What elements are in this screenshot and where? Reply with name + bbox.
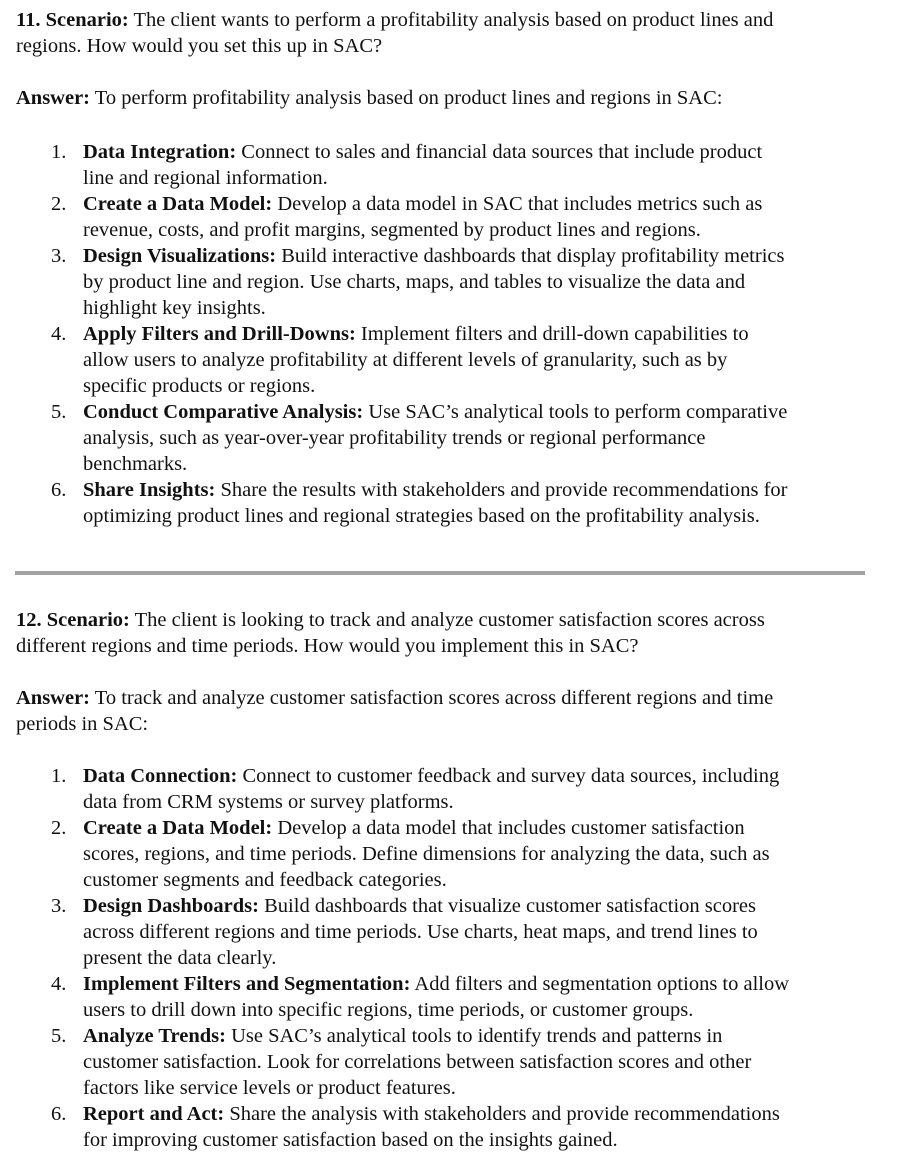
step-title: Data Integration:: [83, 141, 237, 163]
list-item: 6. Share Insights: Share the results with stakeholders and provide recommendations for optimizing product lines and regional strategies based on the profitability analysis.: [51, 479, 788, 527]
step-title: Design Visualizations:: [83, 245, 277, 267]
list-item: 5. Analyze Trends: Use SAC’s analytical tools to identify trends and patterns in customer satisfaction. Look for correlations between satisfaction scores and other factors like service levels or product features.: [51, 1025, 752, 1099]
step-title: Create a Data Model:: [83, 817, 273, 839]
list-item: 5. Conduct Comparative Analysis: Use SAC’s analytical tools to perform comparative analysis, such as year-over-year profitability trends or regional performance benchmarks.: [51, 401, 788, 475]
list-number: 4.: [51, 973, 67, 995]
answer-line: Answer: To track and analyze customer satisfaction scores across different regions and time: [16, 687, 774, 709]
list-item: 2. Create a Data Model: Develop a data model in SAC that includes metrics such as revenue, costs, and profit margins, segmented by product lines and regions.: [51, 193, 763, 241]
answer-label: Answer:: [16, 87, 91, 109]
list-item: 3. Design Dashboards: Build dashboards that visualize customer satisfaction scores across different regions and time periods. Use charts, heat maps, and trend lines to present the data clearly.: [51, 895, 758, 969]
step-title: Report and Act:: [83, 1103, 225, 1125]
list-number: 1.: [51, 141, 67, 163]
scenario-12-steps: [16, 763, 916, 1153]
list-item: 4. Apply Filters and Drill-Downs: Implement filters and drill-down capabilities to allow users to analyze profitability at different levels of granularity, such as by specific products or regions.: [51, 323, 749, 397]
step-title: Create a Data Model:: [83, 193, 273, 215]
list-number: 6.: [51, 479, 67, 501]
section-divider: [15, 571, 865, 575]
scenario-12-question: [16, 607, 916, 659]
steps-list: [16, 139, 916, 529]
answer-line: Answer: To perform profitability analysis based on product lines and regions in SAC:: [16, 87, 723, 109]
answer-label: Answer:: [16, 687, 91, 709]
list-number: 1.: [51, 765, 67, 787]
list-number: 2.: [51, 193, 67, 215]
step-title: Implement Filters and Segmentation:: [83, 973, 411, 995]
list-number: 6.: [51, 1103, 67, 1125]
step-title: Conduct Comparative Analysis:: [83, 401, 364, 423]
list-item: 6. Report and Act: Share the analysis with stakeholders and provide recommendations for improving customer satisfaction based on the insights gained.: [51, 1103, 780, 1151]
scenario-11-answer: [16, 85, 916, 111]
list-item: 2. Create a Data Model: Develop a data model that includes customer satisfaction scores, regions, and time periods. Define dimensions for analyzing the data, such as customer segments and feedback categories.: [51, 817, 770, 891]
list-number: 2.: [51, 817, 67, 839]
scenario-11-question: [16, 7, 916, 59]
list-item: 3. Design Visualizations: Build interactive dashboards that display profitability metrics by product line and region. Use charts, maps, and tables to visualize the data and highlight key insights.: [51, 245, 785, 319]
list-number: 3.: [51, 245, 67, 267]
question-line: 11. Scenario: The client wants to perform a profitability analysis based on product lines and: [16, 9, 774, 31]
step-title: Apply Filters and Drill-Downs:: [83, 323, 356, 345]
list-item: 1. Data Integration: Connect to sales and financial data sources that include product line and regional information.: [51, 141, 763, 189]
question-line: regions. How would you set this up in SAC?: [16, 35, 383, 57]
step-title: Share Insights:: [83, 479, 216, 501]
list-number: 5.: [51, 1025, 67, 1047]
step-title: Analyze Trends:: [83, 1025, 226, 1047]
list-item: 4. Implement Filters and Segmentation: Add filters and segmentation options to allow users to drill down into specific regions, time periods, or customer groups.: [51, 973, 790, 1021]
question-line: 12. Scenario: The client is looking to track and analyze customer satisfaction scores across: [16, 609, 765, 631]
list-number: 3.: [51, 895, 67, 917]
scenario-11-steps: [16, 139, 916, 529]
scenario-label: 12. Scenario:: [16, 609, 130, 631]
answer-line: periods in SAC:: [16, 713, 149, 735]
list-number: 5.: [51, 401, 67, 423]
question-line: different regions and time periods. How would you implement this in SAC?: [16, 635, 639, 657]
list-number: 4.: [51, 323, 67, 345]
scenario-12-answer: [16, 685, 916, 737]
steps-list: [16, 763, 916, 1153]
list-item: 1. Data Connection: Connect to customer feedback and survey data sources, including data from CRM systems or survey platforms.: [51, 765, 780, 813]
scenario-label: 11. Scenario:: [16, 9, 129, 31]
step-title: Design Dashboards:: [83, 895, 259, 917]
step-title: Data Connection:: [83, 765, 238, 787]
